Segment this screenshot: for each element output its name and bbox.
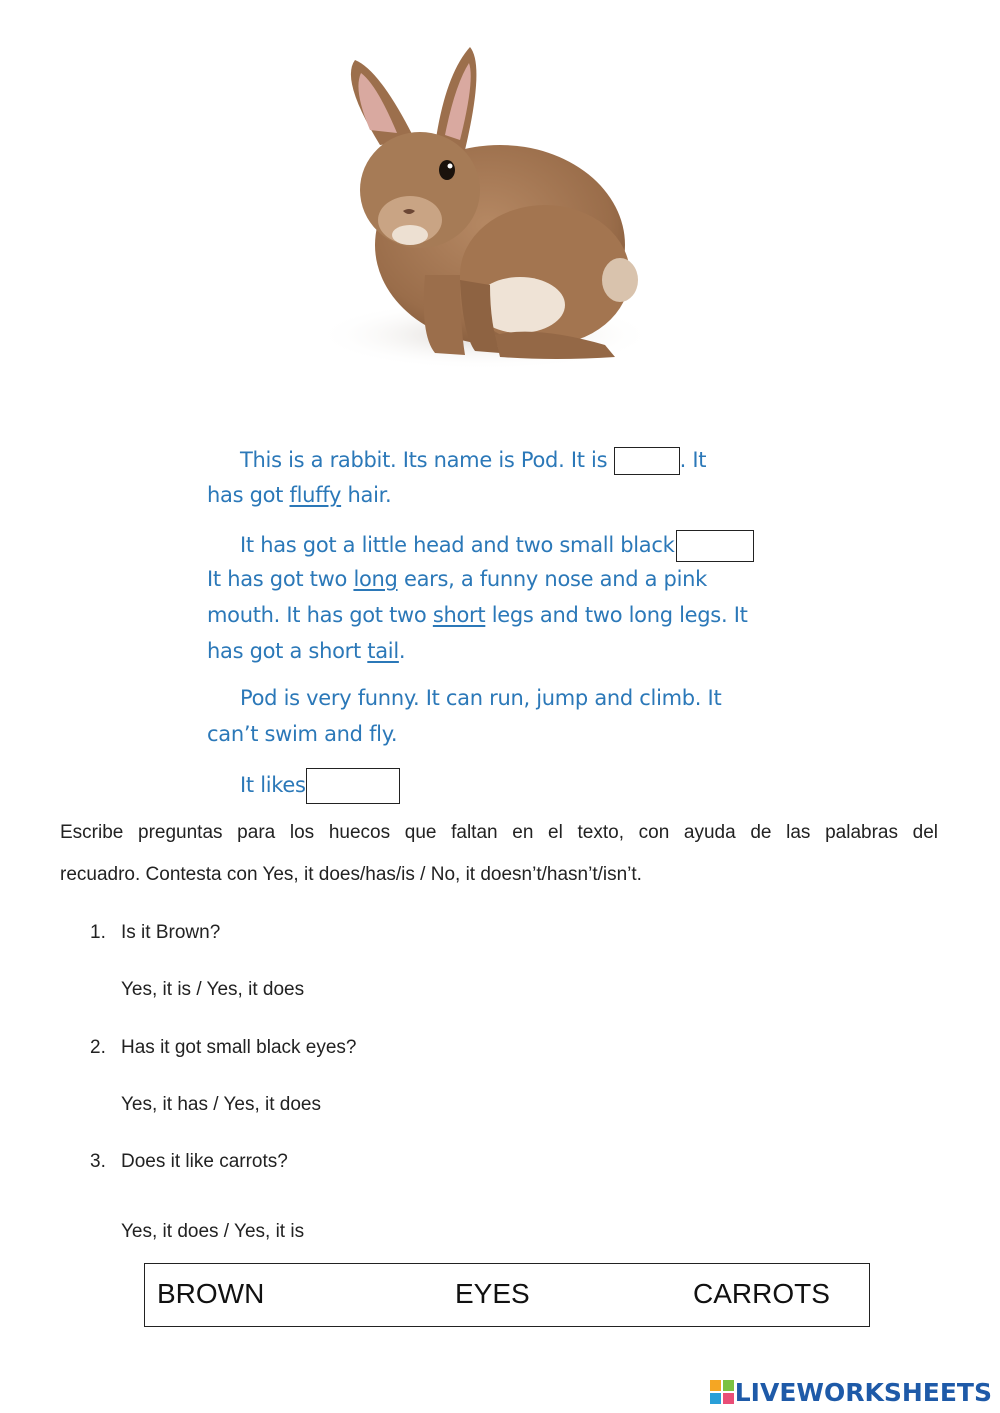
story-text: mouth. It has got two	[207, 603, 427, 627]
story-text: This is a rabbit. Its name is Pod. It is	[240, 448, 608, 472]
liveworksheets-logo-icon	[709, 1379, 735, 1405]
instructions-line-1: Escribe preguntas para los huecos que faltan en el texto, con ayuda de las palabras del	[60, 822, 938, 843]
story-text: .	[398, 639, 406, 663]
story-underlined-word: tail	[367, 639, 399, 663]
answer-text: Yes, it does / Yes, it is	[121, 1221, 305, 1242]
story-text: has got a short	[207, 639, 361, 663]
story-text: has got	[207, 483, 284, 507]
story-text: can’t swim and fly.	[207, 722, 398, 746]
liveworksheets-logo-text: LIVEWORKSHEETS	[734, 1377, 992, 1407]
story-text: It likes	[240, 773, 306, 797]
story-line	[240, 768, 400, 804]
question-number: 2.	[90, 1037, 106, 1058]
story-text: ears, a funny nose and a pink	[403, 567, 707, 591]
word-eyes: EYES	[455, 1278, 530, 1309]
story-text: It has got two	[207, 567, 348, 591]
story-line	[207, 567, 707, 591]
word-brown: BROWN	[157, 1278, 265, 1309]
story-text: It has got a little head and two small black	[240, 533, 675, 557]
story-line	[240, 686, 721, 710]
blank-box-likes[interactable]	[306, 768, 400, 804]
answer-text: Yes, it has / Yes, it does	[121, 1094, 321, 1115]
liveworksheets-logo	[709, 1377, 992, 1407]
story-underlined-word: short	[432, 603, 486, 627]
question-text: Does it like carrots?	[121, 1151, 288, 1172]
story-text: Pod is very funny. It can run, jump and climb. It	[240, 686, 722, 710]
blank-box-eyes[interactable]	[676, 530, 754, 562]
story-underlined-word: fluffy	[289, 483, 342, 507]
word-carrots: CARROTS	[693, 1278, 830, 1309]
question-number: 3.	[90, 1151, 106, 1172]
story-text: hair.	[347, 483, 392, 507]
story-underlined-word: long	[353, 567, 398, 591]
blank-box-color[interactable]	[614, 447, 680, 475]
story-line	[207, 639, 405, 663]
rabbit-image	[285, 35, 645, 375]
story-line	[207, 483, 391, 507]
answer-text: Yes, it is / Yes, it does	[121, 979, 305, 1000]
story-text: legs and two long legs. It	[491, 603, 748, 627]
story-line	[240, 447, 706, 475]
question-text: Has it got small black eyes?	[121, 1037, 357, 1058]
story-line	[240, 530, 754, 562]
question-text: Is it Brown?	[121, 922, 221, 943]
story-line	[207, 603, 748, 627]
word-box	[144, 1263, 870, 1327]
instructions-line-2: recuadro. Contesta con Yes, it does/has/is / No, it doesn’t/hasn’t/isn’t.	[60, 864, 642, 885]
story-text: . It	[679, 448, 707, 472]
question-number: 1.	[90, 922, 106, 943]
story-line	[207, 722, 397, 746]
